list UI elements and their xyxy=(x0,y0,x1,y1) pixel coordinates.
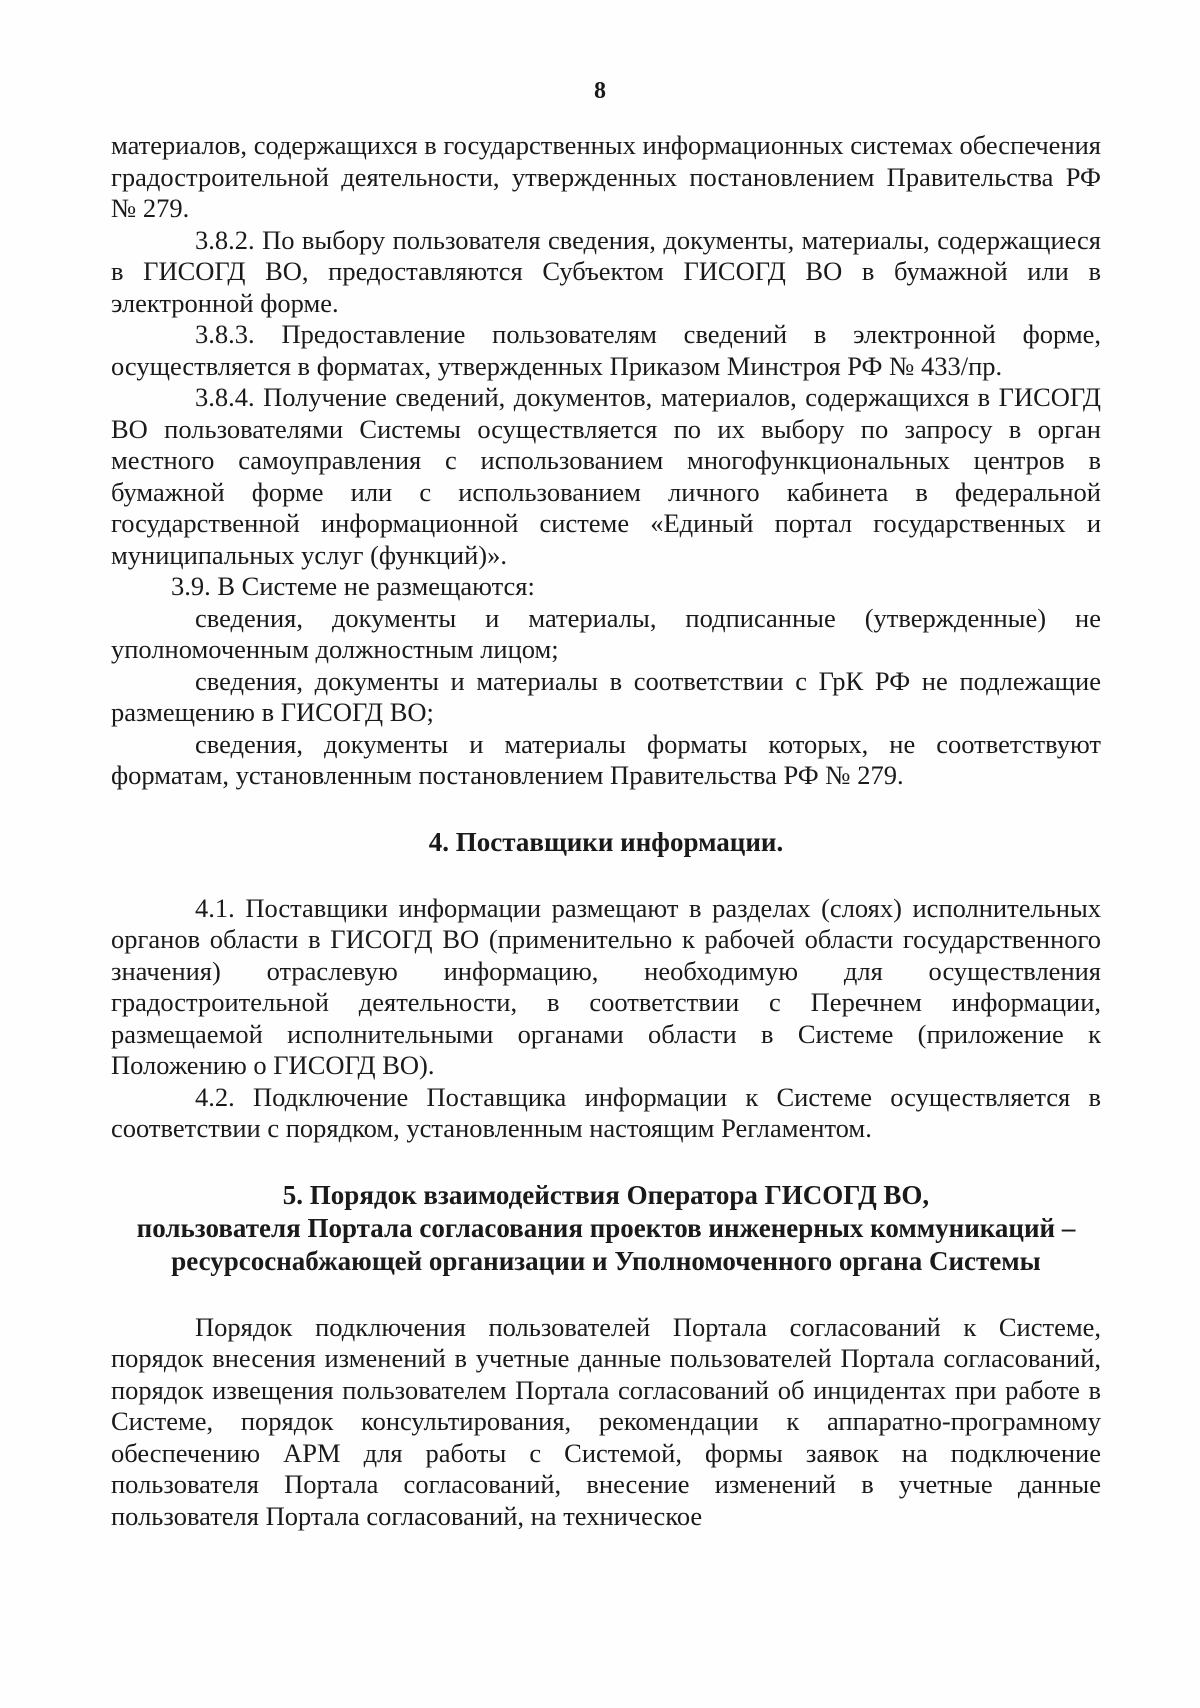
document-body xyxy=(111,130,1101,1532)
paragraph-4-2: 4.2. Подключение Поставщика информации к Системе осуществляется в соответствии с порядком, установленным настоящим Регламентом. xyxy=(111,1081,1101,1143)
section-5-heading-line-2: пользователя Портала согласования проектов инженерных коммуникаций – xyxy=(136,1212,1076,1243)
page-number: 8 xyxy=(594,78,606,104)
paragraph-3-8-3: 3.8.3. Предоставление пользователям сведений в электронной форме, осуществляется в форматах, утвержденных Приказом Минстроя РФ № 433/пр. xyxy=(111,319,1101,381)
list-item-3-9-c: сведения, документы и материалы форматы которых, не соответствуют форматам, установленным постановлением Правительства РФ № 279. xyxy=(111,728,1101,790)
paragraph-continuation: материалов, содержащихся в государственных информационных системах обеспечения градостроительной деятельности, утвержденных постановлением Правительства РФ № 279. xyxy=(111,130,1101,223)
paragraph-4-1: 4.1. Поставщики информации размещают в разделах (слоях) исполнительных органов области в ГИСОГД ВО (применительно к рабочей области государственного значения) отраслевую информацию, необходимую для осуществления градостроительной деятельности, в соответствии с Перечнем информации, размещаемой исполнительными органами области в Системе (приложение к Положению о ГИСОГД ВО). xyxy=(111,892,1101,1080)
section-5-heading-line-3: ресурсоснабжающей организации и Уполномоченного органа Системы xyxy=(171,1245,1041,1276)
section-5-heading-line-1: 5. Порядок взаимодействия Оператора ГИСОГД ВО, xyxy=(282,1179,930,1210)
list-item-3-9-a: сведения, документы и материалы, подписанные (утвержденные) не уполномоченным должностным лицом; xyxy=(111,602,1101,664)
list-item-3-9-b: сведения, документы и материалы в соответствии с ГрК РФ не подлежащие размещению в ГИСОГД ВО; xyxy=(111,665,1101,727)
section-4-heading: 4. Поставщики информации. xyxy=(428,826,784,857)
section-5-heading xyxy=(111,1179,1101,1278)
paragraph-3-9: 3.9. В Системе не размещаются: xyxy=(171,571,535,601)
paragraph-5-intro: Порядок подключения пользователей Портала согласований к Системе, порядок внесения изменений в учетные данные пользователей Портала согласований, порядок извещения пользователем Портала согласований об инцидентах при работе в Системе, порядок консультирования, рекомендации к аппаратно-програмному обеспечению АРМ для работы с Системой, формы заявок на подключение пользователя Портала согласований, внесение изменений в учетные данные пользователя Портала согласований, на техническое xyxy=(111,1311,1101,1531)
paragraph-3-8-2: 3.8.2. По выбору пользователя сведения, документы, материалы, содержащиеся в ГИСОГД ВО, предоставляются Субъектом ГИСОГД ВО в бумажной или в электронной форме. xyxy=(111,224,1101,318)
paragraph-3-8-4: 3.8.4. Получение сведений, документов, материалов, содержащихся в ГИСОГД ВО пользователями Системы осуществляется по их выбору по запросу в орган местного самоуправления с использованием многофункциональных центров в бумажной форме или с использованием личного кабинета в федеральной государственной информационной системе «Единый портал государственных и муниципальных услуг (функций)». xyxy=(111,382,1101,570)
